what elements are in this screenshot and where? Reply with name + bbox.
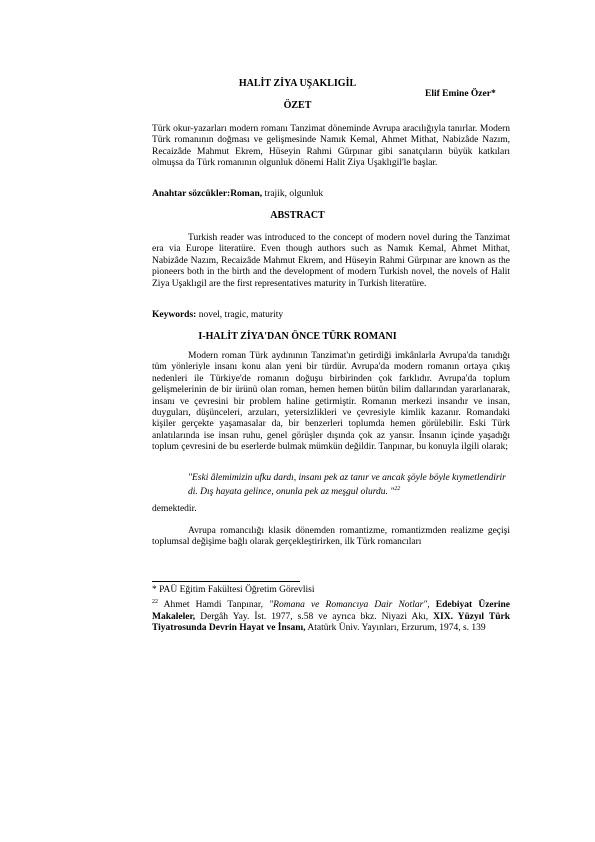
tanpinar-quote xyxy=(188,473,508,499)
ozet-keywords-label: Anahtar sözcükler:Roman, xyxy=(152,189,263,199)
quote-footnote-ref: 22 xyxy=(394,486,401,493)
footnote-22-part-c: Atatürk Üniv. Yayınları, Erzurum, 1974, s. 139 xyxy=(305,622,486,633)
abstract-text: Turkish reader was introduced to the concept of modern novel during the Tanzimat era via Europe literatüre. Even though authors such as Namık Kemal, Ahmet Mithat, Nabizâde Nazım, Recaizâde Mahmut Ekrem, and Hüseyin Rahmi Gürpınar are known as the pioneers both in the birth and the development of modern Turkish novel, the novels of Halit Ziya Uşaklıgil are the first representatives maturity in Turkish literatüre. xyxy=(152,233,510,289)
abstract-keywords-value: novel, tragic, maturity xyxy=(196,310,284,320)
ozet-keywords-value: trajik, olgunluk xyxy=(262,189,324,199)
footnote-22 xyxy=(152,597,510,634)
section-paragraph-1: Modern roman Türk aydınının Tanzimat'ın getirdiği imkânlarla Avrupa'da tanıdığı tüm yönleriyle insanı konu alan yeni bir türdür. Avrupa'da modern romanın ortaya çıkış nedenleri ile Türkiye'de romanın doğuşu birbirinden çok farklıdır. Avrupa'da toplum gelişmelerinin de bir ürünü olan roman, hemen hemen bütün bilim dallarından yararlanarak, insanı ve çevresini bir problem haline getirmiştir. Romanın merkezi insandır ve insan, duyguları, düşünceleri, arzuları, yetersizlikleri ve çevresiyle kimlik kazanır. Romandaki kişiler gerçekte yaşamasalar da, bir benzerleri toplumda hemen görülebilir. Eski Türk anlatılarında ise insan ruhu, genel görüşler dışında çok az yansır. İnsanın içinde yaşadığı toplum çevresini de bu eserlerde bulmak mümkün değildir. Tanpınar, bu konuyla ilgili olarak; xyxy=(152,351,510,453)
footnote-author: * PAÜ Eğitim Fakültesi Öğretim Görevlisi xyxy=(152,585,315,595)
author-name: Elif Emine Özer* xyxy=(425,89,496,99)
article-title: HALİT ZİYA UŞAKLIGİL xyxy=(238,78,357,89)
section-paragraph-2: Avrupa romancılığı klasik dönemden romantizme, romantizmden realizme geçişi toplumsal değişime bağlı olarak gerçekleştirirken, ilk Türk romancıları xyxy=(152,526,510,548)
after-quote-text: demektedir. xyxy=(152,504,197,514)
abstract-keywords-label: Keywords: xyxy=(152,310,197,320)
footnote-22-part-b: Dergâh Yay. İst. 1977, s.58 ve ayrıca bkz. Niyazi Akı, xyxy=(195,611,434,622)
ozet-text: Türk okur-yazarları modern romanı Tanzimat döneminde Avrupa aracılığıyla tanırlar. Modern Türk romanının doğması ve gelişmesinde Namık Kemal, Ahmet Mithat, Nabizâde Nazım, Recaizâde Mahmut Ekrem, Hüseyin Rahmi Gürpınar gibi sanatçıların büyük katkıları olmuşsa da Türk romanının olgunluk dönemi Halit Ziya Uşaklıgil'le başlar. xyxy=(152,124,510,169)
abstract-keywords xyxy=(152,310,510,320)
footnote-22-italic-title: "Romana ve Romancıya Dair Notlar", xyxy=(269,600,430,611)
ozet-keywords xyxy=(152,189,510,199)
footnote-22-number: 22 xyxy=(152,599,158,605)
footnote-22-bold-book-2: XIX. Yüzyıl Türk Tiyatrosunda Devrin Hayat ve İnsanı, xyxy=(152,611,511,633)
section-heading: I-HALİT ZİYA'DAN ÖNCE TÜRK ROMANI xyxy=(198,331,397,342)
quote-text: "Eski âlemimizin ufku dardı, insanı pek az tanır ve ancak şöyle böyle kıymetlendirir di. Dış hayata gelince, onunla pek az meşgul olurdu. " xyxy=(188,473,506,498)
abstract-heading: ABSTRACT xyxy=(270,210,325,221)
footnote-22-part-a: Ahmet Hamdi Tanpınar, xyxy=(158,600,270,611)
footnote-22-bold-book: Edebiyat Üzerine Makaleler, xyxy=(152,600,510,622)
ozet-heading: ÖZET xyxy=(283,100,312,111)
footnote-divider xyxy=(152,581,300,582)
